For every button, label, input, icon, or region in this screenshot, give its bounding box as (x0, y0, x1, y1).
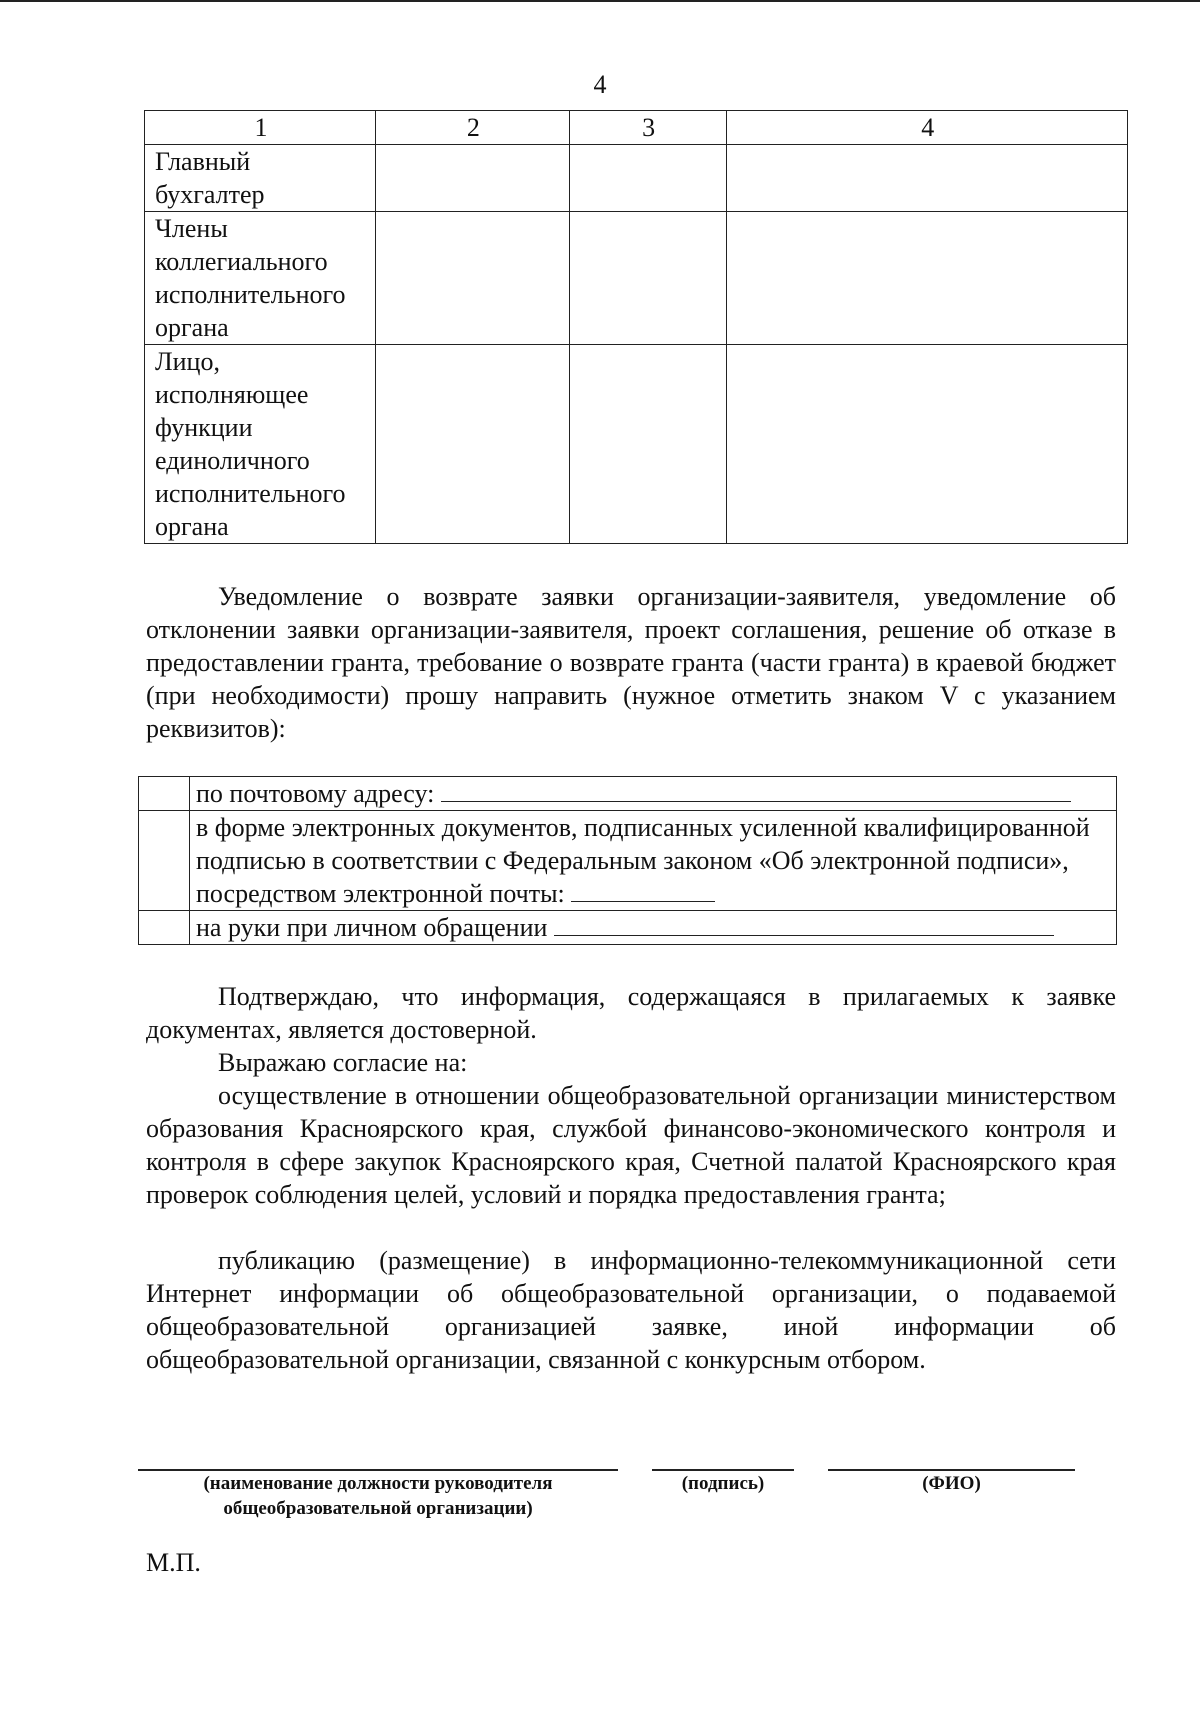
empty-cell (375, 345, 569, 544)
delivery-options-table (138, 776, 1117, 945)
empty-cell (569, 145, 726, 212)
delivery-option-row (139, 911, 1117, 945)
column-header: 2 (375, 111, 569, 145)
delivery-option-label: на руки при личном обращении (196, 913, 548, 942)
stamp-label: М.П. (146, 1548, 201, 1577)
table-row (145, 345, 1128, 544)
table-row (145, 145, 1128, 212)
checkbox-cell[interactable] (139, 811, 190, 911)
delivery-option-cell (190, 811, 1117, 911)
consent-intro: Выражаю согласие на: (218, 1048, 468, 1077)
empty-cell (726, 345, 1127, 544)
name-caption: (ФИО) (922, 1473, 981, 1494)
page-number: 4 (593, 70, 607, 99)
column-header: 4 (726, 111, 1127, 145)
page-top-border (0, 0, 1200, 2)
fill-line[interactable] (441, 777, 1071, 802)
delivery-option-row (139, 811, 1117, 911)
consent-item-inspections: осуществление в отношении общеобразовательной организации министерством образования Красноярского края, службой финансово-экономического контроля и контроля в сфере закупок Красноярского края, Счетной палатой Красноярского края проверок соблюдения целей, условий и порядка предоставления гранта; (146, 1081, 1116, 1209)
consent-item-publication: публикацию (размещение) в информационно-телекоммуникационной сети Интернет информации об общеобразовательной организации, о подаваемой общеобразовательной организацией заявке, иной информации об общеобразовательной организации, связанной с конкурсным отбором. (146, 1246, 1116, 1374)
fill-line[interactable] (571, 877, 715, 902)
delivery-option-label: в форме электронных документов, подписанных усиленной квалифицированной подписью в соответствии с Федеральным законом «Об электронной подписи», посредством электронной почты: (196, 813, 1090, 908)
role-label-chief-accountant: Главный бухгалтер (145, 145, 376, 212)
notice-paragraph: Уведомление о возврате заявки организации-заявителя, уведомление об отклонении заявки организации-заявителя, проект соглашения, решение об отказе в предоставлении гранта, требование о возврате гранта (части гранта) в краевой бюджет (при необходимости) прошу направить (нужное отметить знаком V с указанием реквизитов): (146, 582, 1116, 743)
table-row (145, 212, 1128, 345)
role-label-sole-executive: Лицо, исполняющее функции единоличного исполнительного органа (145, 345, 376, 544)
position-caption: (наименование должности руководителя общеобразовательной организации) (203, 1473, 553, 1519)
roles-table-header-row (145, 111, 1128, 145)
empty-cell (726, 212, 1127, 345)
delivery-option-cell (190, 911, 1117, 945)
column-header: 1 (145, 111, 376, 145)
delivery-option-cell (190, 777, 1117, 811)
role-label-collegial-body: Члены коллегиального исполнительного органа (145, 212, 376, 345)
empty-cell (375, 212, 569, 345)
empty-cell (569, 212, 726, 345)
delivery-option-row (139, 777, 1117, 811)
signature-caption: (подпись) (681, 1473, 765, 1494)
empty-cell (569, 345, 726, 544)
delivery-option-label: по почтовому адресу: (196, 779, 435, 808)
fill-line[interactable] (554, 911, 1054, 936)
checkbox-cell[interactable] (139, 777, 190, 811)
roles-table (144, 110, 1128, 544)
column-header: 3 (569, 111, 726, 145)
empty-cell (726, 145, 1127, 212)
confirm-paragraph: Подтверждаю, что информация, содержащаяся в прилагаемых к заявке документах, является достоверной. (146, 982, 1116, 1044)
checkbox-cell[interactable] (139, 911, 190, 945)
empty-cell (375, 145, 569, 212)
